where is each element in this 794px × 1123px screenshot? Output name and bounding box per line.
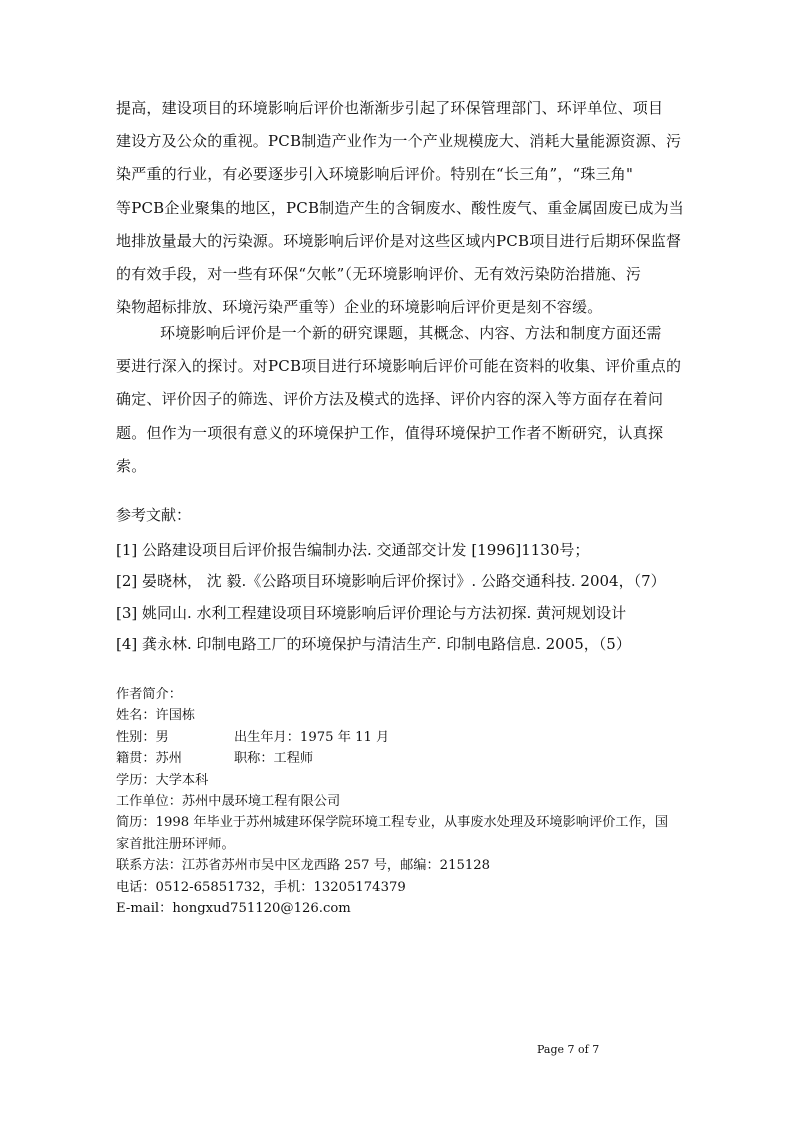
author-bio: [116, 684, 716, 919]
text-line: 要进行深入的探讨。对PCB项目进行环境影响后评价可能在资料的收集、评价重点的: [116, 357, 682, 376]
text-line: 染物超标排放、环境污染严重等）企业的环境影响后评价更是刻不容缓。: [116, 298, 603, 317]
text-line: 题。但作为一项很有意义的环境保护工作，值得环境保护工作者不断研究，认真探: [116, 423, 664, 442]
author-email: E-mail：hongxud751120@126.com: [116, 900, 351, 916]
text-line: 地排放量最大的污染源。环境影响后评价是对这些区域内PCB项目进行后期环保监督: [116, 231, 682, 250]
text-line: 提高，建设项目的环境影响后评价也渐渐步引起了环保管理部门、环评单位、项目: [116, 99, 664, 117]
author-gender-birth-row: [116, 727, 716, 748]
author-resume-line-1: 简历：1998 年毕业于苏州城建环保学院环境工程专业，从事废水处理及环境影响评价工作，国: [116, 815, 669, 831]
text-line: 确定、评价因子的筛选、评价方法及模式的选择、评价内容的深入等方面存在着问: [116, 390, 664, 409]
reference-item: [2] 晏晓林， 沈 毅.《公路项目环境影响后评价探讨》. 公路交通科技. 2004，（7）: [116, 572, 666, 591]
reference-item: [1] 公路建设项目后评价报告编制办法. 交通部交计发 [1996]1130号；: [116, 541, 590, 559]
author-birth: 出生年月：1975 年 11 月: [234, 729, 390, 745]
author-address: 联系方法：江苏省苏州市吴中区龙西路 257 号，邮编：215128: [116, 858, 491, 874]
body-paragraph-2: [116, 317, 700, 483]
author-employer: 工作单位：苏州中晟环境工程有限公司: [116, 793, 341, 809]
body-paragraph-1: [116, 92, 700, 324]
references-list: [116, 535, 716, 661]
author-title: 职称：工程师: [234, 751, 314, 767]
author-heading: 作者简介：: [116, 687, 182, 702]
reference-item: [3] 姚同山. 水利工程建设项目环境影响后评价理论与方法初探. 黄河规划设计: [116, 603, 627, 622]
author-name: 姓名：许国栋: [116, 708, 196, 724]
author-gender: 性别：男: [116, 729, 169, 745]
author-education: 学历：大学本科: [116, 772, 209, 788]
text-line: 染严重的行业，有必要逐步引入环境影响后评价。特别在“长三角”，“珠三角": [116, 165, 634, 184]
author-phone: 电话：0512-65851732，手机：13205174379: [116, 879, 406, 895]
text-line: 索。: [116, 456, 147, 475]
references-heading: 参考文献：: [116, 506, 192, 524]
author-native-title-row: [116, 748, 716, 769]
page-number: Page 7 of 7: [537, 1043, 600, 1056]
reference-item: [4] 龚永林. 印制电路工厂的环境保护与清洁生产. 印制电路信息. 2005，（5）: [116, 635, 631, 654]
text-line: 环境影响后评价是一个新的研究课题，其概念、内容、方法和制度方面还需: [160, 324, 662, 342]
text-line: 等PCB企业聚集的地区，PCB制造产生的含铜废水、酸性废气、重金属固废已成为当: [116, 198, 684, 217]
text-line: 建设方及公众的重视。PCB制造产业作为一个产业规模庞大、消耗大量能源资源、污: [116, 132, 682, 151]
author-resume-line-2: 家首批注册环评师。: [116, 836, 235, 852]
author-native-place: 籍贯：苏州: [116, 751, 182, 767]
text-line: 的有效手段，对一些有环保“欠帐”（无环境影响评价、无有效污染防治措施、污: [116, 264, 642, 283]
